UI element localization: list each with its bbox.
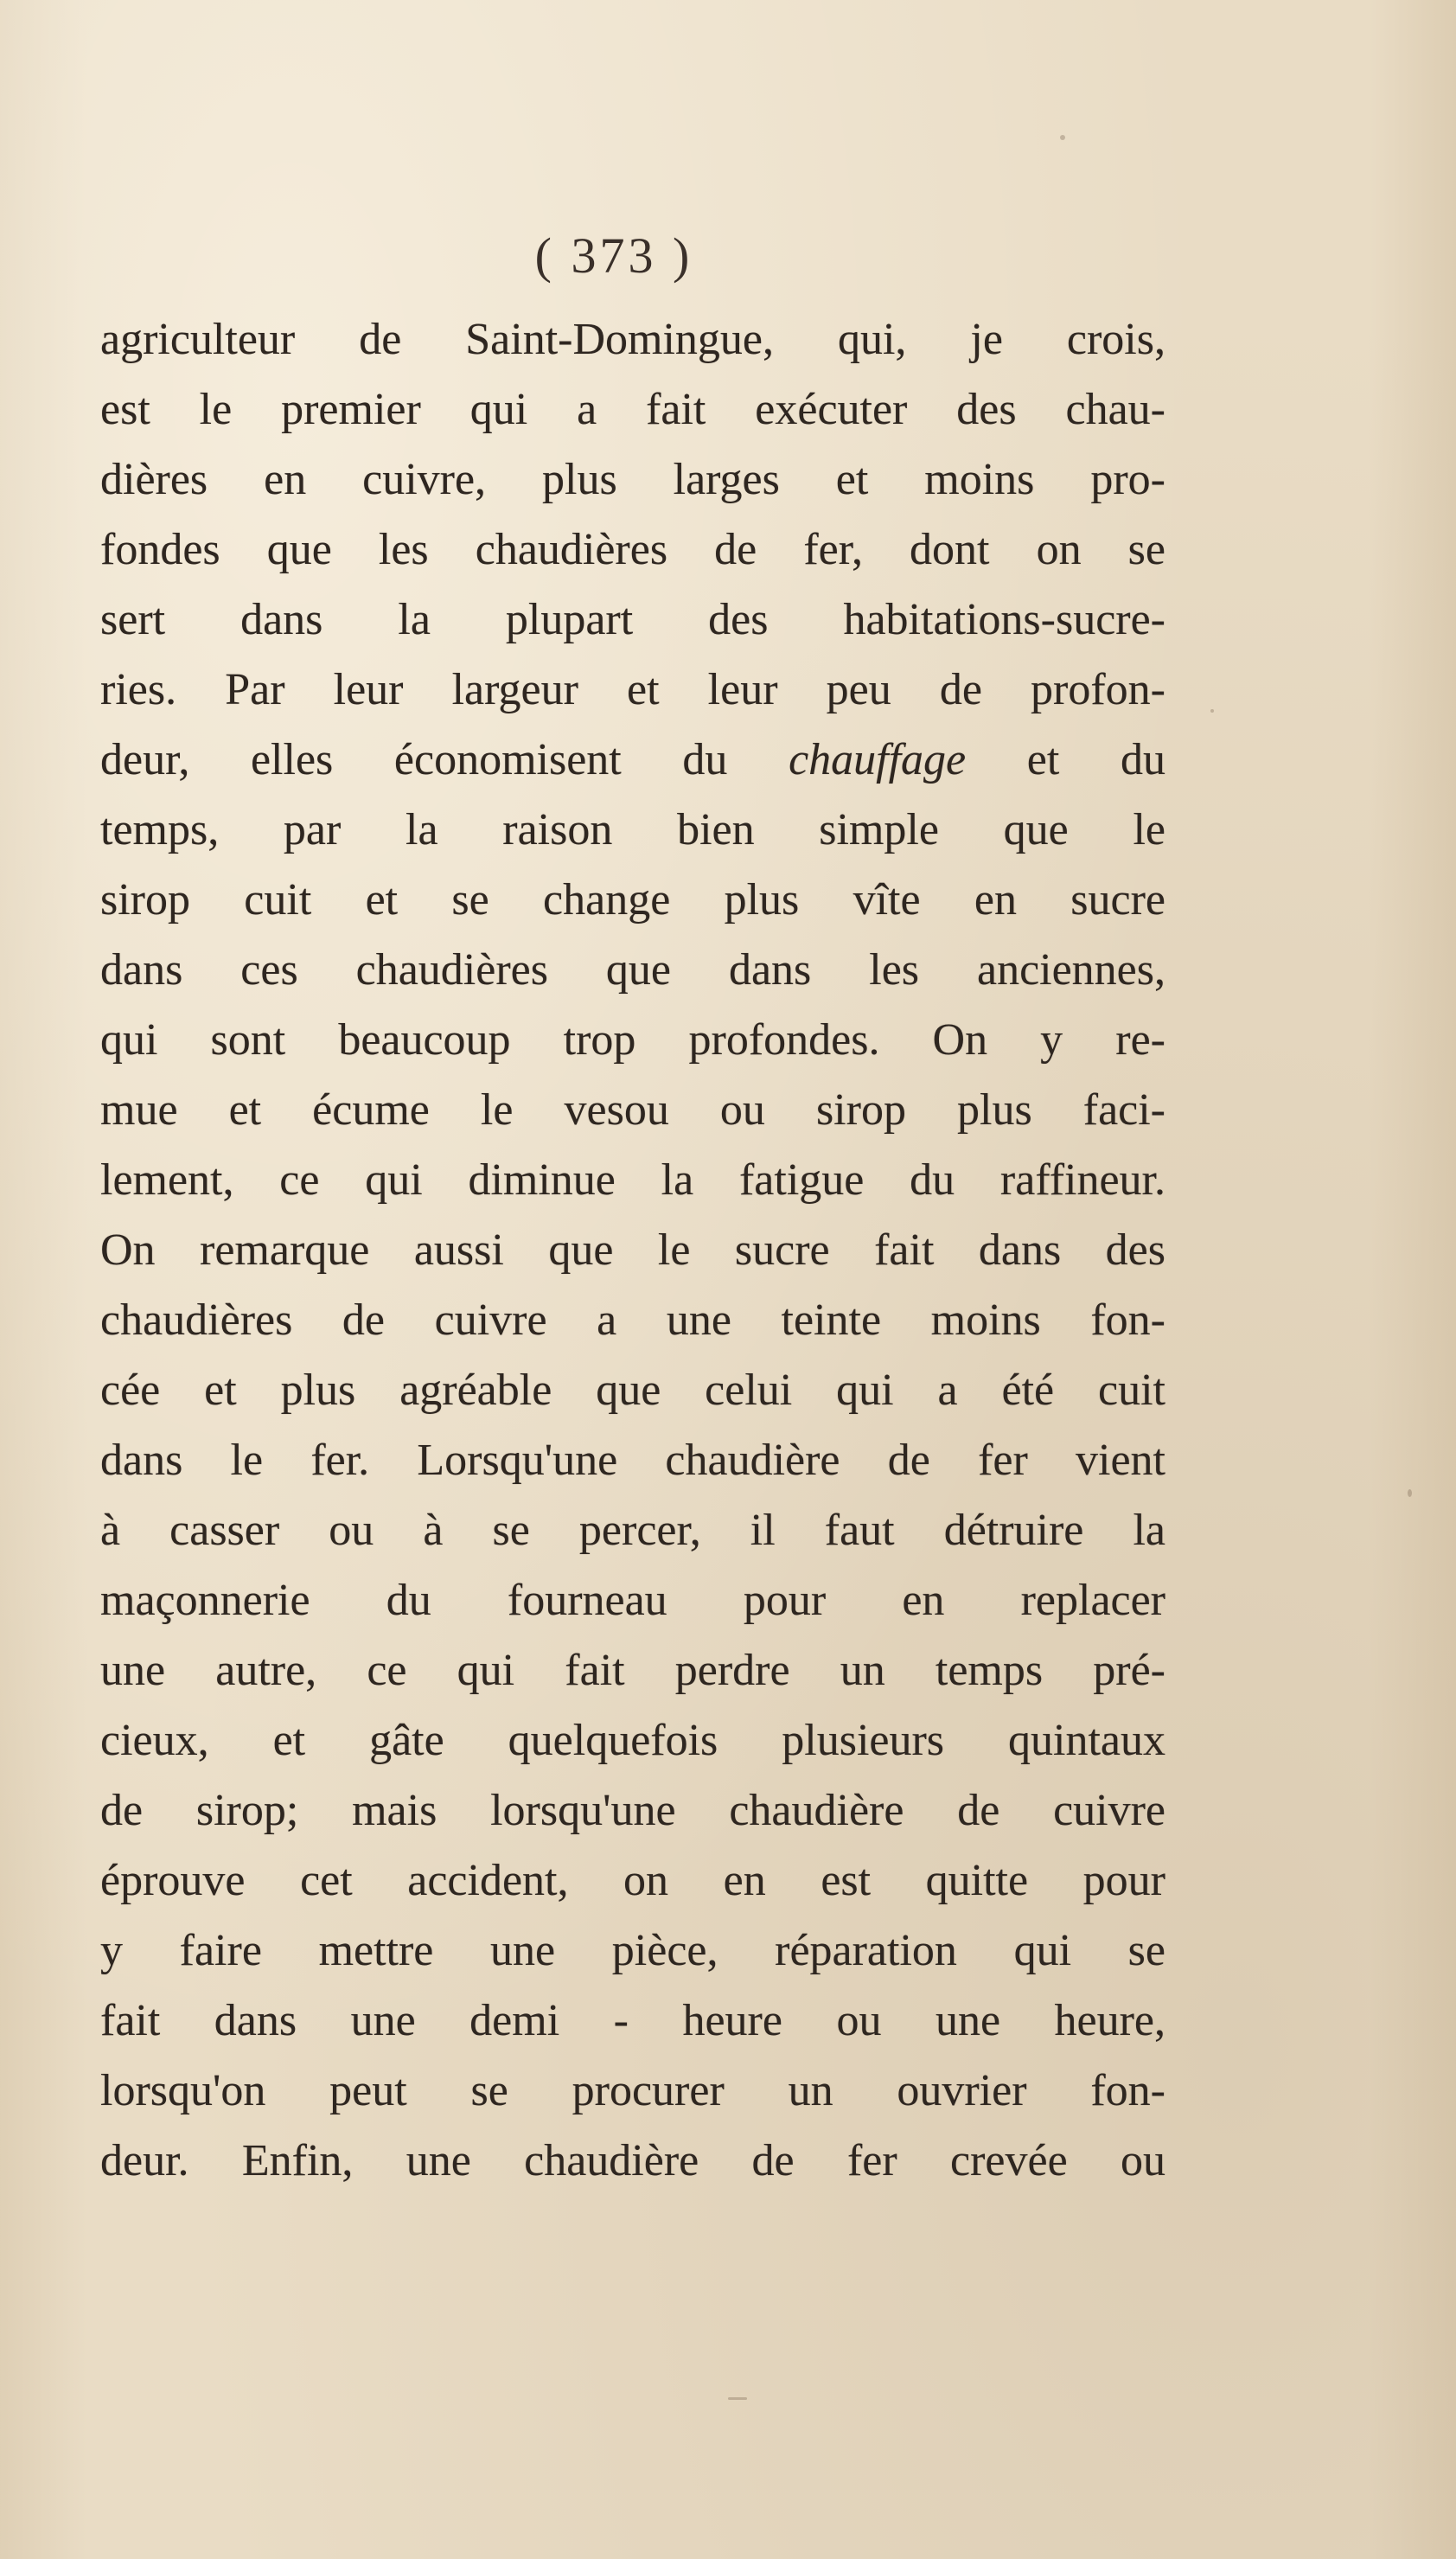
text-line-17: dans le fer. Lorsqu'une chaudière de fer vient bbox=[100, 1436, 1165, 1485]
text-line-8: temps, par la raison bien simple que le bbox=[100, 805, 1165, 854]
text-line-7 bbox=[100, 725, 1165, 795]
paper-speck bbox=[1408, 1489, 1412, 1497]
text-line-1: agriculteur de Saint-Domingue, qui, je crois, bbox=[100, 315, 1165, 364]
body-text bbox=[100, 304, 1165, 2196]
paper-speck bbox=[1210, 709, 1214, 713]
text-line-16: cée et plus agréable que celui qui a été cuit bbox=[100, 1366, 1165, 1415]
text-line-2: est le premier qui a fait exécuter des chau- bbox=[100, 385, 1165, 434]
text-line-21: cieux, et gâte quelquefois plusieurs quintaux bbox=[100, 1716, 1165, 1765]
paper-speck bbox=[1060, 135, 1065, 140]
text-line-15: chaudières de cuivre a une teinte moins fon- bbox=[100, 1295, 1165, 1345]
text-line-11: qui sont beaucoup trop profondes. On y re- bbox=[100, 1015, 1165, 1065]
text-line-9: sirop cuit et se change plus vîte en sucre bbox=[100, 875, 1165, 924]
text-line-12: mue et écume le vesou ou sirop plus faci- bbox=[100, 1085, 1165, 1135]
text-line-20: une autre, ce qui fait perdre un temps pré- bbox=[100, 1646, 1165, 1695]
text-line-23: éprouve cet accident, on en est quitte pour bbox=[100, 1856, 1165, 1905]
text-line-27: deur. Enfin, une chaudière de fer crevée ou bbox=[100, 2136, 1165, 2185]
text-line-5: sert dans la plupart des habitations-sucre- bbox=[100, 595, 1165, 644]
text-line-14: On remarque aussi que le sucre fait dans des bbox=[100, 1225, 1165, 1275]
text-line-24: y faire mettre une pièce, réparation qui se bbox=[100, 1926, 1165, 1975]
text-line-6: ries. Par leur largeur et leur peu de profon- bbox=[100, 665, 1165, 714]
paper-speck bbox=[728, 2397, 747, 2400]
text-line-22: de sirop; mais lorsqu'une chaudière de cuivre bbox=[100, 1786, 1165, 1835]
page-number: ( 373 ) bbox=[534, 227, 693, 284]
text-line-4: fondes que les chaudières de fer, dont on se bbox=[100, 525, 1165, 574]
text-line-3: dières en cuivre, plus larges et moins pro- bbox=[100, 455, 1165, 504]
text-line-19: maçonnerie du fourneau pour en replacer bbox=[100, 1576, 1165, 1625]
text-line-13: lement, ce qui diminue la fatigue du raffineur. bbox=[100, 1155, 1165, 1205]
text-line-18: à casser ou à se percer, il faut détruire la bbox=[100, 1506, 1165, 1555]
italic-word: chauffage bbox=[789, 735, 967, 784]
text-line-7-end: et du bbox=[966, 735, 1165, 784]
text-line-25: fait dans une demi - heure ou une heure, bbox=[100, 1996, 1165, 2045]
text-line-10: dans ces chaudières que dans les anciennes, bbox=[100, 945, 1165, 995]
text-line-26: lorsqu'on peut se procurer un ouvrier fon- bbox=[100, 2066, 1165, 2115]
text-line-7-start: deur, elles économisent du bbox=[100, 735, 789, 784]
